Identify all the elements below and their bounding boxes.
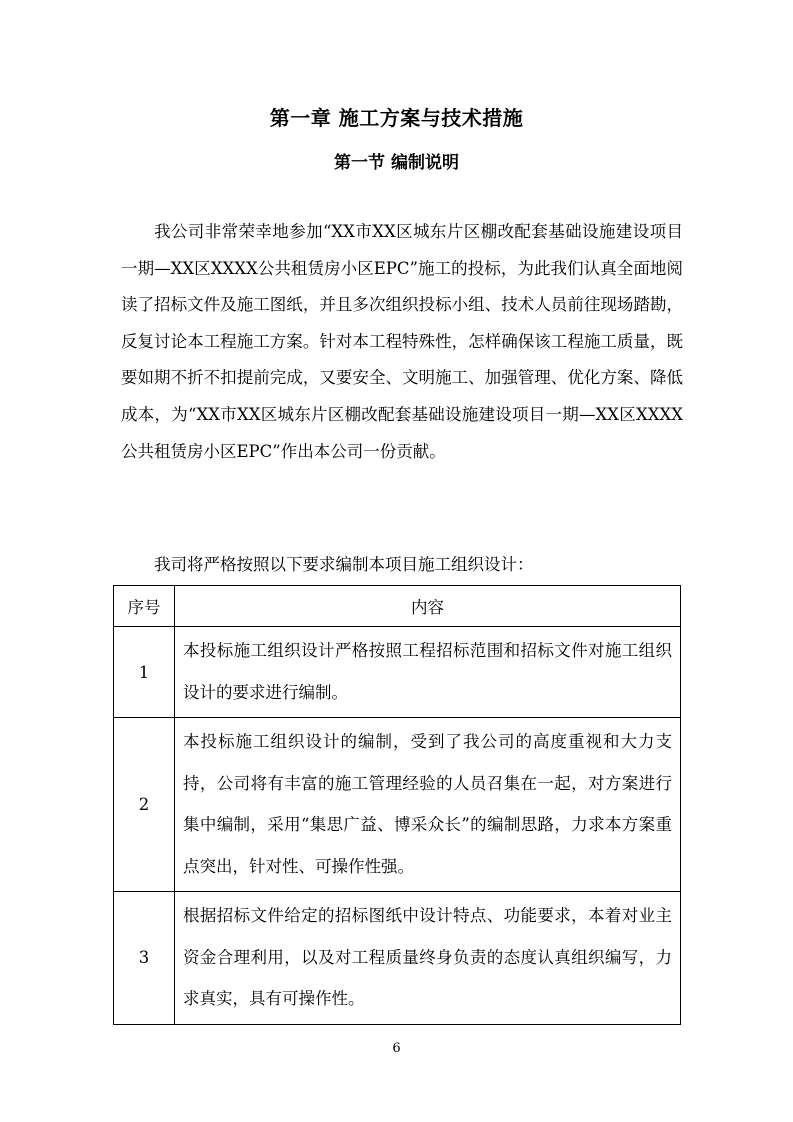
- table-header-row: [114, 586, 681, 627]
- row-number: 1: [114, 627, 175, 718]
- chapter-title: 第一章 施工方案与技术措施: [269, 106, 524, 130]
- page-number: 6: [392, 1041, 401, 1056]
- requirements-table: [113, 585, 681, 1025]
- table-row: [114, 627, 681, 718]
- header-content: 内容: [175, 586, 681, 627]
- table-row: [114, 892, 681, 1025]
- row-content: 根据招标文件给定的招标图纸中设计特点、功能要求，本着对业主资金合理利用，以及对工程质量终身负责的态度认真组织编写，力求真实，具有可操作性。: [175, 892, 681, 1025]
- row-content: 本投标施工组织设计的编制，受到了我公司的高度重视和大力支持，公司将有丰富的施工管理经验的人员召集在一起，对方案进行集中编制，采用“集思广益、博采众长”的编制思路，力求本方案重点突出，针对性、可操作性强。: [175, 718, 681, 892]
- section-title: 第一节 编制说明: [334, 153, 459, 173]
- row-content: 本投标施工组织设计严格按照工程招标范围和招标文件对施工组织设计的要求进行编制。: [175, 627, 681, 718]
- row-number: 2: [114, 718, 175, 892]
- table-row: [114, 718, 681, 892]
- intro-paragraph: 我公司非常荣幸地参加“XX市XX区城东片区棚改配套基础设施建设项目一期—XX区XXXX公共租赁房小区EPC”施工的投标，为此我们认真全面地阅读了招标文件及施工图纸，并且多次组织投标小组、技术人员前往现场踏勘，反复讨论本工程施工方案。针对本工程特殊性，怎样确保该工程施工质量，既要如期不折不扣提前完成，又要安全、文明施工、加强管理、优化方案、降低成本，为“XX市XX区城东片区棚改配套基础设施建设项目一期—XX区XXXX公共租赁房小区EPC”作出本公司一份贡献。: [121, 222, 683, 461]
- lead-sentence: 我司将严格按照以下要求编制本项目施工组织设计：: [154, 555, 534, 574]
- row-number: 3: [114, 892, 175, 1025]
- header-number: 序号: [114, 586, 175, 627]
